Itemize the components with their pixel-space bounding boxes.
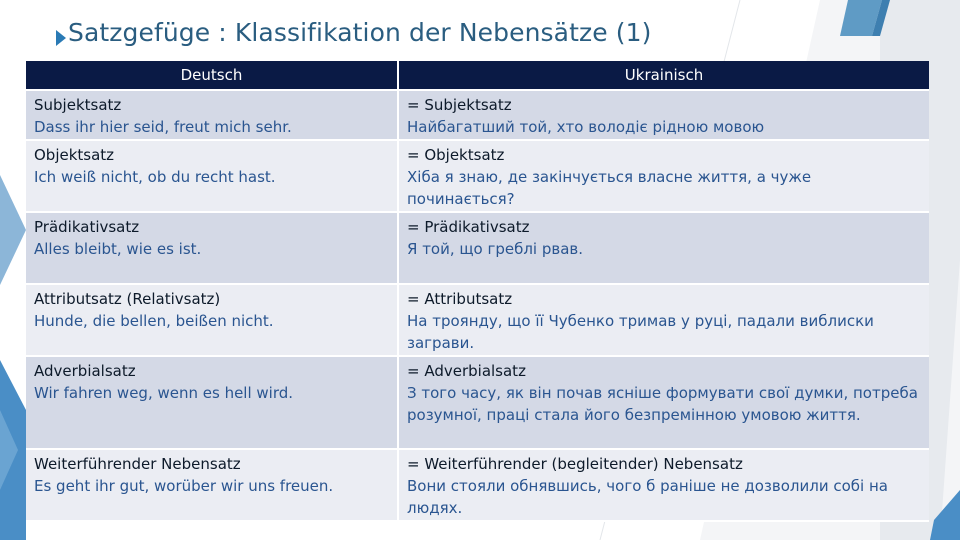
table-row-praedikativsatz [26, 212, 929, 284]
cell-ukrainisch [398, 449, 929, 521]
example-sentence: На троянду, що її Чубенко тримав у руці, падали виблиски заграви. [407, 312, 874, 352]
example-sentence: Hunde, die bellen, beißen nicht. [34, 312, 274, 330]
clause-type: = Subjektsatz [407, 96, 512, 114]
example-sentence: Найбагатший той, хто володіє рідною мовою [407, 118, 765, 136]
cell-ukrainisch [398, 212, 929, 284]
cell-ukrainisch [398, 140, 929, 212]
comparison-table-container [26, 61, 929, 520]
example-sentence: Wir fahren weg, wenn es hell wird. [34, 384, 294, 402]
clause-type: Weiterführender Nebensatz [34, 455, 241, 473]
table-row-attributsatz [26, 284, 929, 356]
cell-ukrainisch [398, 356, 929, 449]
clause-type: = Prädikativsatz [407, 218, 530, 236]
example-sentence: Dass ihr hier seid, freut mich sehr. [34, 118, 292, 136]
table-row-adverbialsatz [26, 356, 929, 449]
table-row-weiterfuehrender-nebensatz [26, 449, 929, 521]
comparison-table [26, 61, 929, 522]
cell-deutsch [26, 284, 398, 356]
clause-type: Adverbialsatz [34, 362, 136, 380]
example-sentence: Вони стояли обнявшись, чого б раніше не дозволили собі на людях. [407, 477, 888, 517]
clause-type: = Adverbialsatz [407, 362, 526, 380]
clause-type: = Attributsatz [407, 290, 513, 308]
title-arrow-icon [56, 30, 66, 46]
example-sentence: Хіба я знаю, де закінчується власне життя, а чуже починається? [407, 168, 812, 208]
clause-type: Prädikativsatz [34, 218, 140, 236]
table-row-objektsatz [26, 140, 929, 212]
left-triangle-light [0, 175, 26, 285]
clause-type: = Objektsatz [407, 146, 505, 164]
column-header-ukrainisch: Ukrainisch [398, 61, 929, 90]
example-sentence: Я той, що греблі рвав. [407, 240, 584, 258]
clause-type: Objektsatz [34, 146, 115, 164]
example-sentence: З того часу, як він почав ясніше формувати свої думки, потреба розумної, праці стала його безпремінною умовою життя. [407, 384, 918, 424]
cell-deutsch [26, 212, 398, 284]
cell-deutsch [26, 449, 398, 521]
table-row-subjektsatz [26, 90, 929, 140]
clause-type: Attributsatz (Relativsatz) [34, 290, 221, 308]
clause-type: = Weiterführender (begleitender) Nebensatz [407, 455, 743, 473]
cell-deutsch [26, 140, 398, 212]
cell-deutsch [26, 356, 398, 449]
table-header-row [26, 61, 929, 90]
column-header-deutsch: Deutsch [26, 61, 398, 90]
cell-ukrainisch [398, 284, 929, 356]
clause-type: Subjektsatz [34, 96, 122, 114]
example-sentence: Alles bleibt, wie es ist. [34, 240, 202, 258]
slide-title: Satzgefüge : Klassifikation der Nebensätze (1) [68, 18, 652, 47]
cell-ukrainisch [398, 90, 929, 140]
example-sentence: Ich weiß nicht, ob du recht hast. [34, 168, 276, 186]
cell-deutsch [26, 90, 398, 140]
example-sentence: Es geht ihr gut, worüber wir uns freuen. [34, 477, 334, 495]
